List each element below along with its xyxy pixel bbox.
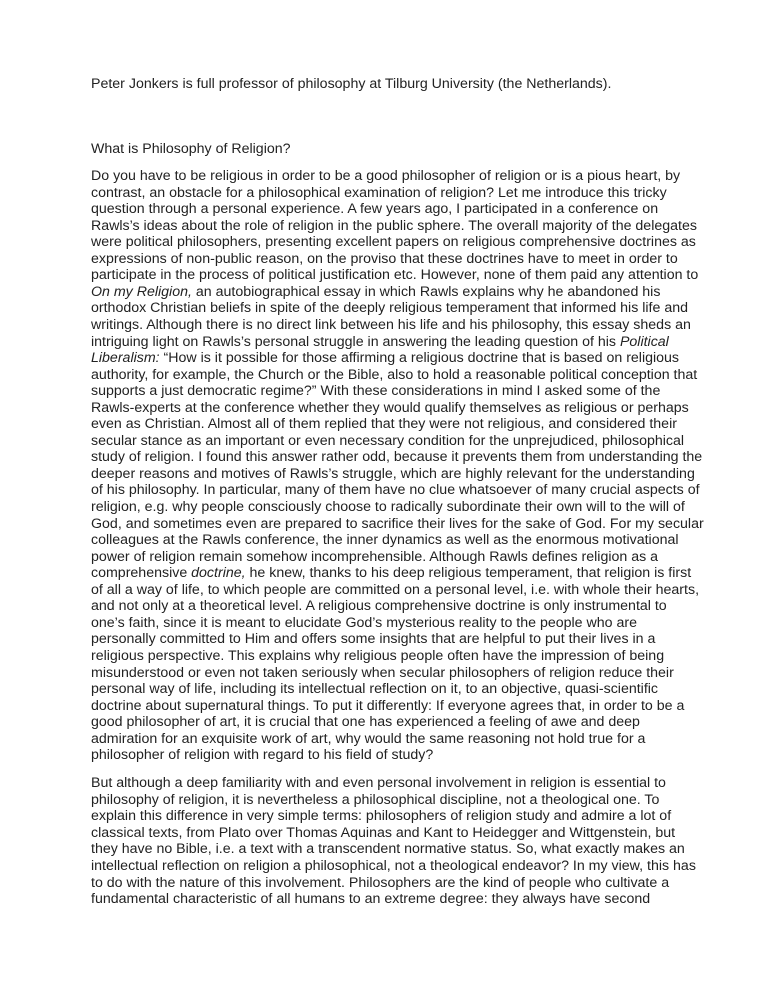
text-line (91, 565, 691, 582)
text-run: Rawls-experts at the conference whether they would qualify themselves as religious or perhaps (91, 399, 689, 416)
text-line (91, 515, 704, 533)
text-run: But although a deep familiarity with and even personal involvement in religion is essential to (91, 775, 666, 792)
text-line (91, 416, 691, 433)
text-line (91, 201, 691, 218)
italic-title-text: On my Religion, (91, 283, 192, 300)
body-paragraph (91, 775, 696, 908)
text-run: explain this difference in very simple terms: philosophers of religion study and admire a lot of (91, 808, 672, 825)
text-run: study of religion. I found this answer rather odd, because it prevents them from understanding the (91, 449, 703, 466)
text-line (91, 747, 691, 764)
text-line (91, 234, 696, 251)
text-line (91, 875, 691, 892)
text-run: Rawls’s ideas about the role of religion in the public sphere. The overall majority of the delegates (91, 217, 697, 234)
text-line (91, 631, 691, 648)
text-line (91, 465, 695, 483)
text-run: of all a way of life, to which people are committed on a personal level, i.e. with whole their hearts, (91, 581, 700, 598)
text-line (91, 284, 691, 301)
text-line (91, 808, 691, 825)
text-line (91, 499, 691, 516)
text-line (91, 449, 703, 466)
text-line (91, 251, 691, 268)
text-line (91, 598, 691, 615)
text-line (91, 433, 691, 450)
author-byline: Peter Jonkers is full professor of philosophy at Tilburg University (the Netherlands). (91, 76, 612, 92)
text-run: secular stance as an important or even necessary condition for the unprejudiced, philosophical (91, 432, 685, 449)
text-line (91, 217, 697, 235)
text-run: religion, e.g. why people consciously choose to radically subordinate their own will to the will of (91, 499, 685, 516)
document-body (91, 76, 704, 919)
text-run: one’s faith, since it is meant to elucidate God’s mysterious reality to the people who are (91, 614, 637, 631)
text-run: philosophy of religion, it is nevertheless a philosophical discipline, not a theological one. To (91, 791, 660, 808)
text-run: intriguing light on Rawls’s personal struggle in answering the leading question of his (91, 333, 620, 350)
text-line (91, 185, 691, 202)
text-line (91, 648, 691, 665)
text-line (91, 858, 696, 875)
text-line (91, 366, 698, 384)
text-line (91, 482, 700, 499)
text-line (91, 581, 700, 599)
text-line (91, 300, 691, 317)
italic-title-text: doctrine, (191, 565, 246, 582)
text-run: religious perspective. This explains why religious people often have the impression of being (91, 647, 665, 664)
text-line (91, 317, 691, 334)
paragraphs-container (91, 168, 704, 908)
text-run: they have no Bible, i.e. a text with a transcendent normative status. So, what exactly makes an (91, 841, 685, 858)
text-run: deeper reasons and motives of Rawls’s struggle, which are highly relevant for the understanding (91, 465, 695, 482)
text-run: even as Christian. Almost all of them replied that they were not religious, and considered their (91, 416, 677, 433)
text-line (91, 168, 691, 185)
text-run: power of religion remain somehow incomprehensible. Although Rawls defines religion as a (91, 548, 659, 565)
text-run: to do with the nature of this involvement. Philosophers are the kind of people who cultivate a (91, 874, 670, 891)
text-run: question through a personal experience. A few years ago, I participated in a conference on (91, 201, 659, 218)
text-run: intellectual reflection on religion a philosophical, not a theological endeavor? In my view, this has (91, 858, 696, 875)
body-paragraph (91, 168, 704, 764)
text-run: contrast, an obstacle for a philosophical examination of religion? Let me introduce this tricky (91, 184, 667, 201)
italic-title-text: Liberalism: (91, 350, 160, 367)
text-run: were political philosophers, presenting excellent papers on religious comprehensive doctrines as (91, 234, 696, 251)
text-run: philosopher of religion with regard to his field of study? (91, 747, 434, 764)
text-run: colleagues at the Rawls conference, the inner dynamics as well as the enormous motivational (91, 532, 679, 549)
text-line (91, 698, 691, 715)
text-run: writings. Although there is no direct link between his life and his philosophy, this essay sheds an (91, 317, 691, 334)
text-run: orthodox Christian beliefs in spite of the deeply religious temperament that informed his life and (91, 300, 688, 317)
text-line (91, 841, 691, 858)
text-run: expressions of non-public reason, on the proviso that these doctrines have to meet in order to (91, 250, 678, 267)
text-run: personally committed to Him and offers some insights that are helpful to put their lives in a (91, 631, 656, 648)
text-line (91, 334, 691, 351)
text-run: Do you have to be religious in order to be a good philosopher of religion or is a pious heart, by (91, 168, 681, 185)
italic-title-text: Political (619, 333, 669, 350)
text-run: fundamental characteristic of all humans to an extreme degree: they always have second (91, 891, 651, 908)
text-line (91, 792, 691, 809)
text-run: of his philosophy. In particular, many of them have no clue whatsoever of many crucial aspects of (91, 482, 700, 499)
text-line (91, 714, 691, 731)
text-line (91, 681, 691, 698)
text-line (91, 665, 691, 682)
text-run: personal way of life, including its intellectual reflection on it, to an objective, quasi-scientific (91, 681, 659, 698)
text-run: “How is it possible for those affirming a religious doctrine that is based on religious (159, 350, 680, 367)
text-line (91, 400, 691, 417)
text-run: doctrine about supernatural things. To put it differently: If everyone agrees that, in order to be a (91, 697, 685, 714)
text-line (91, 775, 691, 792)
text-line (91, 731, 691, 748)
text-run: classical texts, from Plato over Thomas Aquinas and Kant to Heidegger and Wittgenstein, but (91, 824, 676, 841)
text-run: misunderstood or even not taken seriously when secular philosophers of religion reduce their (91, 664, 674, 681)
text-run: and not only at a theoretical level. A religious comprehensive doctrine is only instrumental to (91, 598, 667, 615)
text-line (91, 549, 691, 566)
text-line (91, 615, 691, 632)
text-line (91, 825, 691, 842)
text-run: supports a just democratic regime?” With these considerations in mind I asked some of the (91, 383, 661, 400)
text-run: good philosopher of art, it is crucial that one has experienced a feeling of awe and deep (91, 714, 640, 731)
text-line (91, 267, 699, 284)
text-line (91, 350, 691, 367)
text-run: an autobiographical essay in which Rawls explains why he abandoned his (191, 283, 661, 300)
text-run: authority, for example, the Church or the Bible, also to hold a reasonable political conception that (91, 366, 698, 383)
text-run: comprehensive (91, 565, 192, 582)
text-run: God, and sometimes even are prepared to sacrifice their lives for the sake of God. For my secular (91, 515, 704, 532)
section-heading: What is Philosophy of Religion? (91, 140, 291, 157)
text-line (91, 891, 691, 908)
text-run: admiration for an exquisite work of art, why would the same reasoning not hold true for a (91, 730, 646, 747)
text-line (91, 383, 691, 400)
text-run: he knew, thanks to his deep religious temperament, that religion is first (245, 565, 692, 582)
text-run: participate in the process of political justification etc. However, none of them paid any attention to (91, 267, 699, 284)
text-line (91, 532, 691, 549)
